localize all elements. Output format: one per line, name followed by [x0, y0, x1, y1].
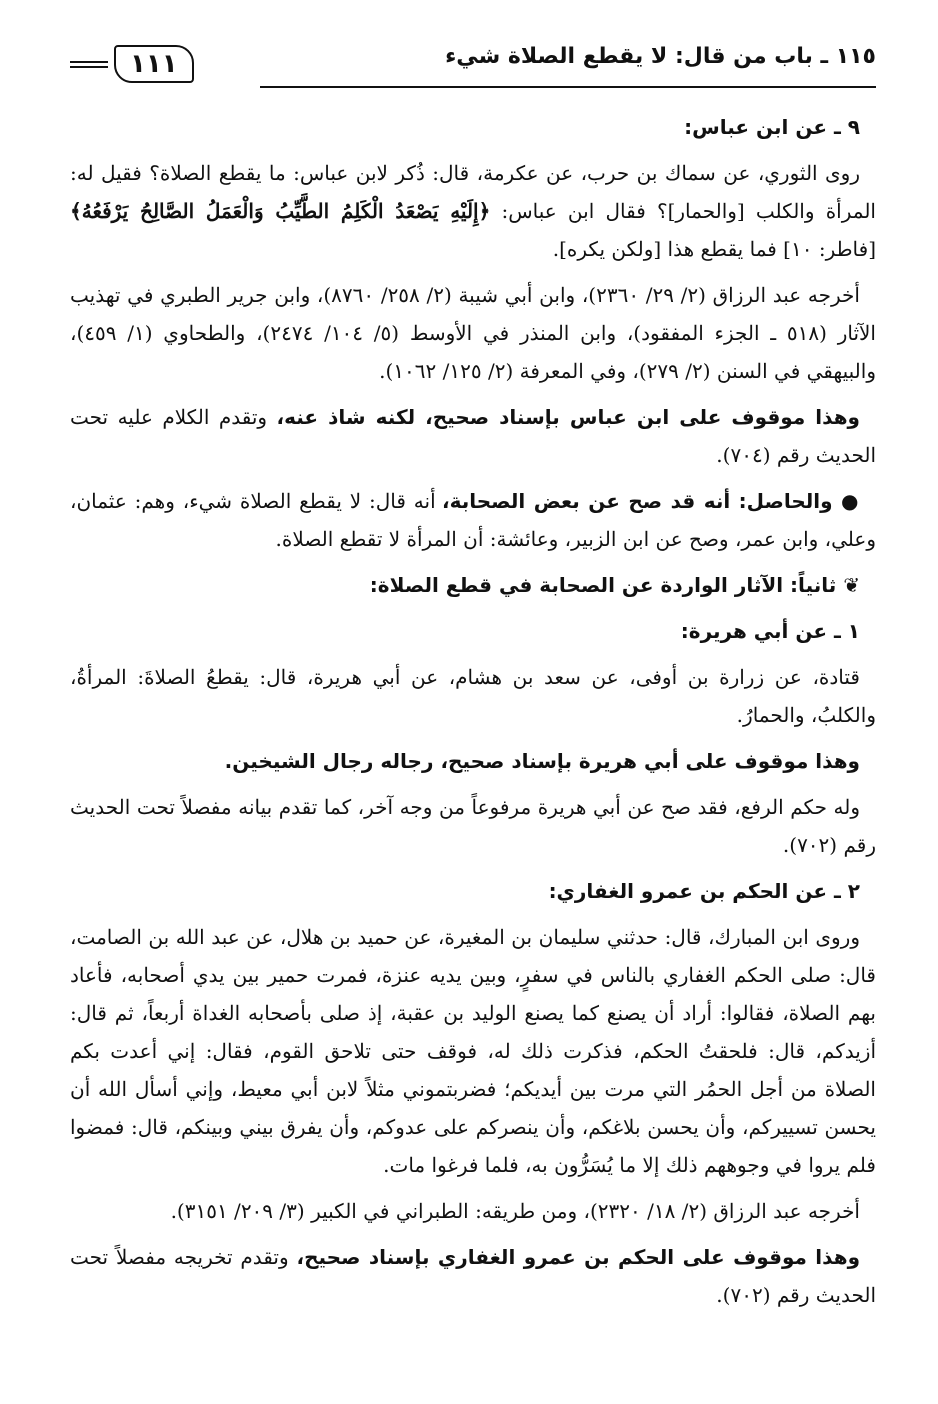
takhrij-hakam: أخرجه عبد الرزاق (٢/ ١٨/ ٢٣٢٠)، ومن طريقه: الطبراني في الكبير (٣/ ٢٠٩/ ٣١٥١). — [170, 1199, 860, 1223]
section-2-heading-wrap — [370, 573, 876, 597]
page-number: ١١١ — [114, 45, 194, 83]
ruling-hakam — [70, 1238, 876, 1314]
quran-verse: ﴿إِلَيْهِ يَصْعَدُ الْكَلِمُ الطَّيِّبُ وَالْعَمَلُ الصَّالِحُ يَرْفَعُهُ﴾ — [70, 199, 491, 223]
header-line — [260, 86, 876, 88]
narration-ibn-abbas — [70, 154, 876, 268]
heading-abu-hurayra: ١ ـ عن أبي هريرة: — [680, 619, 860, 643]
bullet-icon: ● — [841, 489, 861, 513]
ruling-rest: وتقدم الكلام عليه تحت الحديث رقم (٧٠٤). — [70, 405, 876, 467]
header-rule-left — [70, 61, 108, 68]
summary-rest: أنه قال: لا يقطع الصلاة شيء، وهم: عثمان، وعلي، وابن عمر، وصح عن ابن الزبير، وعائشة: أن المرأة لا تقطع الصلاة. — [70, 489, 876, 551]
leaf-icon: ❦ — [843, 573, 860, 597]
page-number-badge — [70, 44, 250, 84]
ruling-abu-hurayra-rest: وله حكم الرفع، فقد صح عن أبي هريرة مرفوعاً من وجه آخر، كما تقدم بيانه مفصلاً تحت الحديث رقم (٧٠٢). — [70, 795, 876, 857]
page-header — [70, 30, 876, 94]
section-2-heading: ثانياً: الآثار الواردة عن الصحابة في قطع الصلاة: — [369, 573, 844, 597]
ruling-abu-hurayra-bold: وهذا موقوف على أبي هريرة بإسناد صحيح، رجاله رجال الشيخين. — [224, 749, 860, 773]
ruling-hakam-rest: وتقدم تخريجه مفصلاً تحت الحديث رقم (٧٠٢). — [70, 1245, 876, 1307]
takhrij-ibn-abbas: أخرجه عبد الرزاق (٢/ ٢٩/ ٢٣٦٠)، وابن أبي شيبة (٢/ ٢٥٨/ ٨٧٦٠)، وابن جرير الطبري في تهذيب الآثار (٥١٨ ـ الجزء المفقود)، وابن المنذر في الأوسط (٥/ ١٠٤/ ٢٤٧٤)، والطحاوي (١/ ٤٥٩)، والبيهقي في السنن (٢/ ٢٧٩)، وفي المعرفة (٢/ ١٢٥/ ١٠٦٢). — [70, 283, 876, 383]
summary-bold: والحاصل: أنه قد صح عن بعض الصحابة، — [442, 489, 842, 513]
summary-paragraph — [70, 482, 876, 558]
section-1 — [70, 612, 876, 650]
running-title: ١١٥ ـ باب من قال: لا يقطع الصلاة شيء — [445, 44, 876, 69]
ruling-ibn-abbas — [70, 398, 876, 474]
narration-abu-hurayra: قتادة، عن زرارة بن أوفى، عن سعد بن هشام، عن أبي هريرة، قال: يقطعُ الصلاةَ: المرأةُ، والكلبُ، والحمارُ. — [70, 665, 876, 727]
ruling-hakam-bold: وهذا موقوف على الحكم بن عمرو الغفاري بإسناد صحيح، — [296, 1245, 861, 1269]
section-2-title — [70, 566, 876, 604]
narration-hakam: وروى ابن المبارك، قال: حدثني سليمان بن المغيرة، عن حميد بن هلال، عن عبد الله بن الصامت، قال: صلى الحكم الغفاري بالناس في سفرٍ، وبين يديه عنزة، فمرت حمير بين يدي أصحابه، فأعاد بهم الصلاة، فقالوا: أراد أن يصنع كما يصنع الوليد بن عقبة، إذ صلى بأصحابه الغداة أربعاً، ثم قال: أزيدكم، قال: فلحقتُ الحكم، فذكرت ذلك له، فوقف حتى تلاحق القوم، فقال: إني أعدت بكم الصلاة من أجل الحمُر التي مرت بين أيديكم؛ فضربتموني مثلاً لابن أبي معيط، وإني أسأل الله أن يحسن تسييركم، وأن يحسن بلاغكم، وأن ينصركم على عدوكم، وأن يفرق بيني وبينكم، قال: فمضوا فلم يروا في وجوههم ذلك إلا ما يُسَرُّون به، فلما فرغوا مات. — [70, 925, 876, 1177]
ruling-bold: وهذا موقوف على ابن عباس بإسناد صحيح، لكنه شاذ عنه، — [276, 405, 860, 429]
page-body — [70, 108, 876, 1322]
narration-text-a: روى الثوري، عن سماك بن حرب، عن عكرمة، قال: ذُكر لابن عباس: ما يقطع الصلاة؟ فقيل له: المرأة والكلب [والحمار]؟ فقال ابن عباس: — [70, 161, 876, 223]
heading-hakam: ٢ ـ عن الحكم بن عمرو الغفاري: — [548, 879, 860, 903]
narration-text-b: [فاطر: ١٠] فما يقطع هذا [ولكن يكره]. — [552, 237, 876, 261]
section-2 — [70, 872, 876, 910]
heading-ibn-abbas: ٩ ـ عن ابن عباس: — [684, 115, 860, 139]
section-9 — [70, 108, 876, 146]
